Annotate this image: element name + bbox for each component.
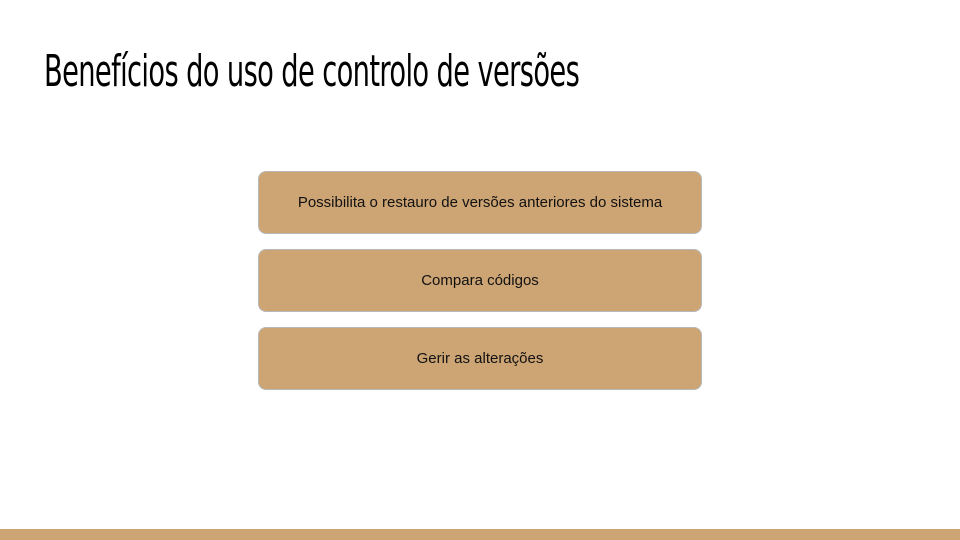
benefit-box-restore — [258, 171, 702, 234]
benefit-box-compare — [258, 249, 702, 312]
footer-accent-bar — [0, 529, 960, 540]
benefit-box-manage — [258, 327, 702, 390]
slide-title: Benefícios do uso de controlo de versões — [44, 46, 580, 97]
benefit-label: Compara códigos — [421, 272, 539, 289]
benefit-label: Possibilita o restauro de versões anteriores do sistema — [297, 194, 663, 211]
benefit-label: Gerir as alterações — [416, 350, 544, 367]
